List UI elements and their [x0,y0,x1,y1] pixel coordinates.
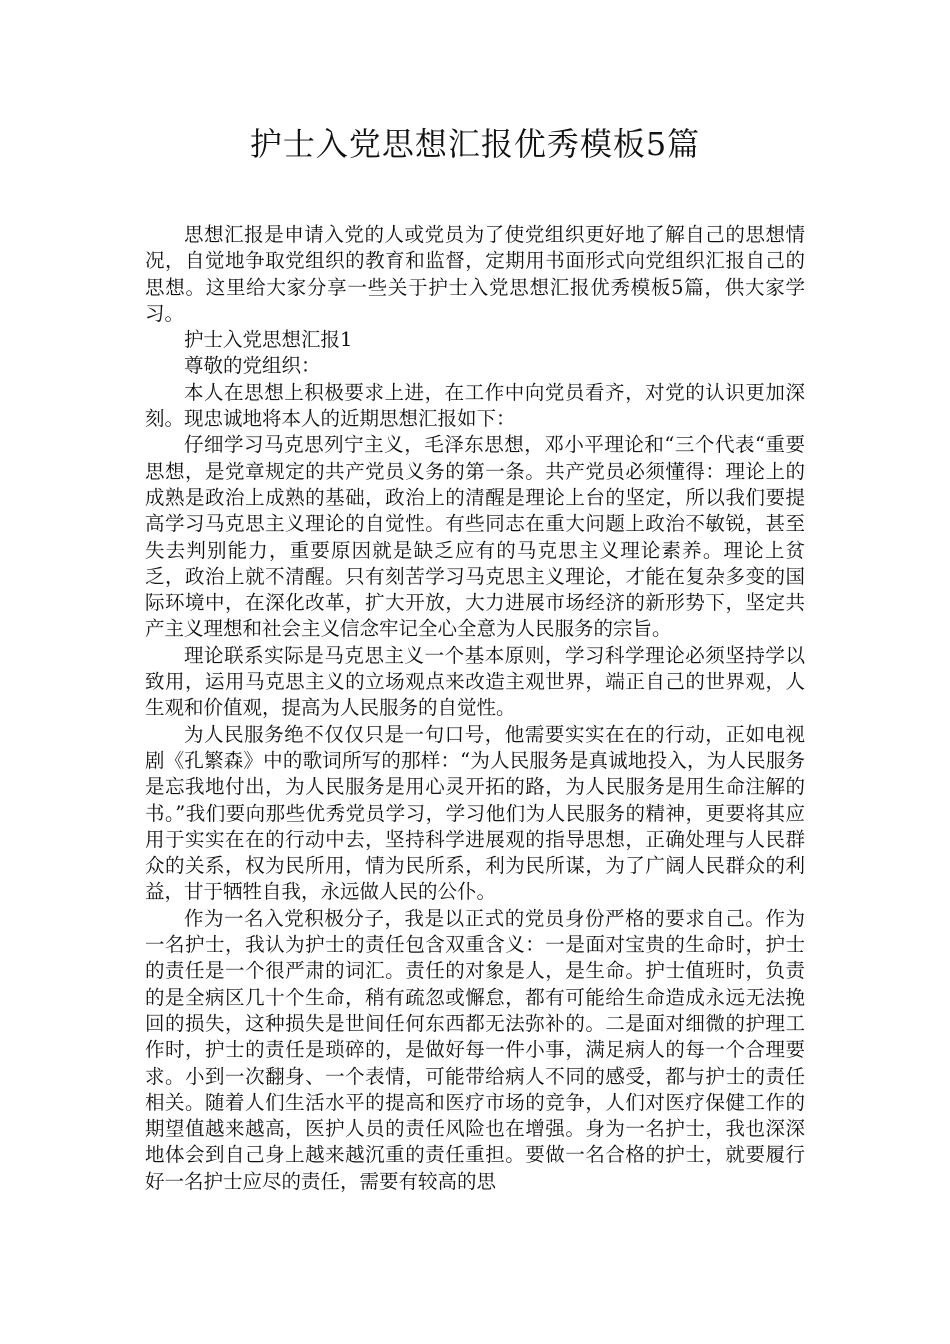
document-body [145,222,805,1195]
paragraph-section-heading: 护士入党思想汇报1 [184,328,353,352]
paragraph: 仔细学习马克思列宁主义，毛泽东思想，邓小平理论和“三个代表“重要思想，是党章规定的共产党员义务的第一条。共产党员必须懂得：理论上的成熟是政治上成熟的基础，政治上的清醒是理论上台的坚定，所以我们要提高学习马克思主义理论的自觉性。有些同志在重大问题上政治不敏锐，甚至失去判别能力，重要原因就是缺乏应有的马克思主义理论素养。理论上贫乏，政治上就不清醒。只有刻苦学习马克思主义理论，才能在复杂多变的国际环境中，在深化改革，扩大开放，大力进展市场经济的新形势下，坚定共产主义理想和社会主义信念牢记全心全意为人民服务的宗旨。 [145,433,805,641]
paragraph-intro: 思想汇报是申请入党的人或党员为了使党组织更好地了解自己的思想情况，自觉地争取党组织的教育和监督，定期用书面形式向党组织汇报自己的思想。这里给大家分享一些关于护士入党思想汇报优秀模板5篇，供大家学习。 [145,223,805,325]
paragraph: 作为一名入党积极分子，我是以正式的党员身份严格的要求自己。作为一名护士，我认为护士的责任包含双重含义：一是面对宝贵的生命时，护士的责任是一个很严肃的词汇。责任的对象是人，是生命。护士值班时，负责的是全病区几十个生命，稍有疏忽或懈怠，都有可能给生命造成永远无法挽回的损失，这种损失是世间任何东西都无法弥补的。二是面对细微的护理工作时，护士的责任是琐碎的，是做好每一件小事，满足病人的每一个合理要求。小到一次翻身、一个表情，可能带给病人不同的感受，都与护士的责任相关。随着人们生活水平的提高和医疗市场的竞争，人们对医疗保健工作的期望值越来越高，医护人员的责任风险也在增强。身为一名护士，我也深深地体会到自己身上越来越沉重的责任重担。要做一名合格的护士，就要履行好一名护士应尽的责任，需要有较高的思 [145,906,805,1193]
document-title: 护士入党思想汇报优秀模板5篇 [249,125,701,163]
paragraph: 本人在思想上积极要求上进，在工作中向党员看齐，对党的认识更加深刻。现忠诚地将本人的近期思想汇报如下： [145,380,805,431]
paragraph: 理论联系实际是马克思主义一个基本原则，学习科学理论必须坚持学以致用，运用马克思主义的立场观点来改造主观世界，端正自己的世界观，人生观和价值观，提高为人民服务的自觉性。 [145,643,805,720]
paragraph: 为人民服务绝不仅仅只是一句口号，他需要实实在在的行动，正如电视剧《孔繁森》中的歌词所写的那样：“为人民服务是真诚地投入，为人民服务是忘我地付出，为人民服务是用心灵开拓的路，为人民服务是用生命注解的书。”我们要向那些优秀党员学习，学习他们为人民服务的精神，更要将其应用于实实在在的行动中去，坚持科学进展观的指导思想，正确处理与人民群众的关系，权为民所用，情为民所系，利为民所谋，为了广阔人民群众的利益，甘于牺牲自我，永远做人民的公仆。 [145,722,805,904]
paragraph-salutation: 尊敬的党组织： [184,354,321,378]
